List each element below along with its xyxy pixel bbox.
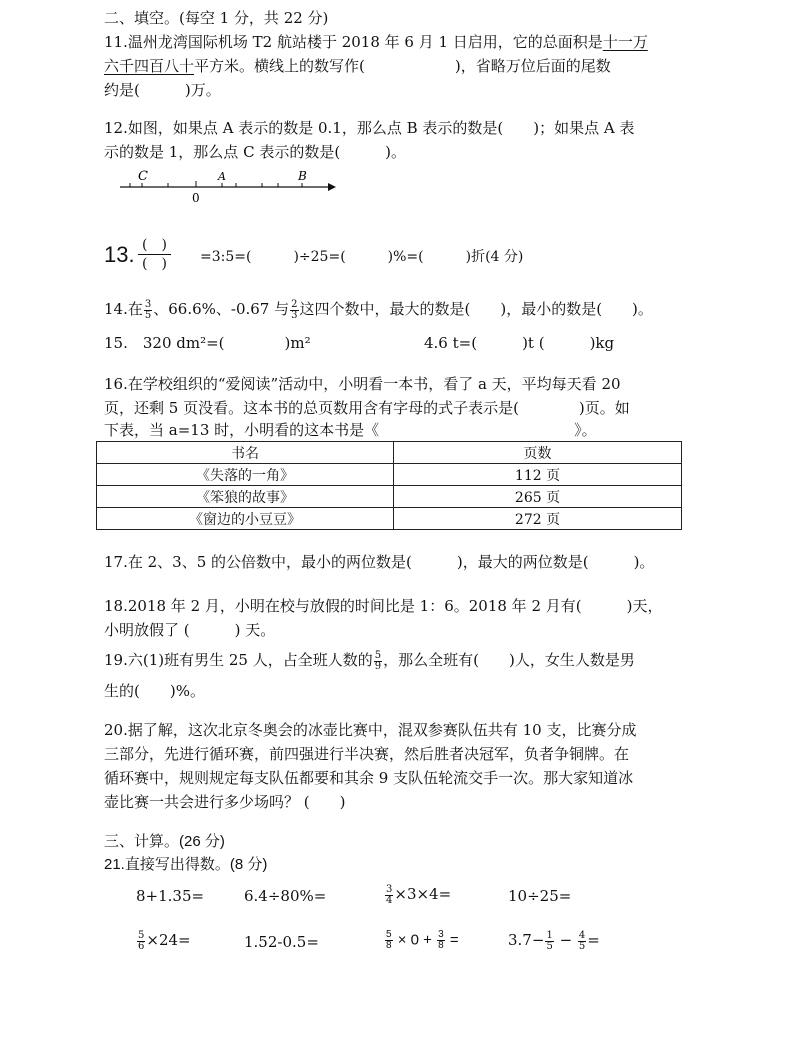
calc-2a: [136, 930, 191, 952]
books-table: [96, 441, 682, 530]
calc-1c-rest: ×3×4=: [394, 885, 452, 903]
q19-line2: 生的( )%。: [104, 682, 205, 700]
q14-f2-num: 2: [291, 298, 298, 310]
zero-label: 0: [192, 191, 200, 205]
q14-fraction-2: [290, 300, 298, 321]
q13-number: 13.: [104, 242, 135, 267]
q13-denominator: ( ): [142, 256, 167, 272]
q18-line2: 小明放假了 ( ) 天。: [104, 621, 276, 639]
q11-text2: 平方米。横线上的数写作( )，省略万位后面的尾数: [194, 57, 611, 75]
calc-1b: 6.4÷80%=: [244, 887, 327, 905]
point-c-label: C: [138, 169, 148, 184]
q14-f1-num: 3: [144, 298, 152, 310]
point-a-label: A: [218, 170, 226, 183]
q19-pre: 19.六(1)班有男生 25 人，占全班人数的: [104, 651, 373, 669]
table-cell: 265 页: [394, 486, 682, 508]
calc-2d-num2: 4: [578, 929, 586, 941]
calc-1a: 8+1.35=: [136, 887, 205, 905]
table-cell: 《笨狼的故事》: [97, 486, 394, 508]
q17-line: 17.在 2、3、5 的公倍数中，最小的两位数是( )，最大的两位数是( )。: [104, 553, 655, 571]
q19-post: ，那么全班有( )人，女生人数是男: [383, 651, 635, 669]
q20-line1: 20.据了解，这次北京冬奥会的冰壶比赛中，混双参赛队伍共有 10 支，比赛分成: [104, 721, 637, 739]
calc-1c-num: 3: [386, 883, 393, 895]
q21-title: 21.直接写出得数。(8 分): [104, 856, 268, 873]
table-cell: 112 页: [394, 464, 682, 486]
table-row: [97, 464, 682, 486]
table-cell: 《窗边的小豆豆》: [97, 508, 394, 530]
q20-line2: 三部分，先进行循环赛，前四强进行半决赛，然后胜者决冠军，负者争铜牌。在: [104, 745, 630, 763]
q15-part1: 15. 320 dm²=( )m²: [104, 334, 311, 352]
q14-post: 这四个数中，最大的数是( )，最小的数是( )。: [299, 300, 653, 318]
q14-fraction-1: [144, 300, 152, 321]
calc-2a-den: 6: [138, 940, 145, 952]
q18-line1: 18.2018 年 2 月，小明在校与放假的时间比是 1：6。2018 年 2 月有( )天，: [104, 597, 663, 615]
table-row: [97, 486, 682, 508]
q11-line3: 约是( )万。: [104, 81, 221, 99]
section3-heading: 三、计算。(26 分): [104, 833, 225, 850]
q13-numerator: ( ): [138, 236, 171, 255]
calc-2a-rest: ×24=: [146, 931, 191, 949]
calc-1c-den: 4: [386, 894, 393, 906]
calc-2c-fraction-2: [437, 930, 445, 951]
q11-line2: [104, 56, 611, 76]
q20-line3: 循环赛中，规则规定每支队伍都要和其余 9 支队伍轮流交手一次。那大家知道冰: [104, 769, 634, 787]
q16-line2: 页，还剩 5 页没看。这本书的总页数用含有字母的式子表示是( )页。如: [104, 399, 630, 417]
q11-underline1: 十一万: [602, 33, 648, 51]
calc-2c: [384, 930, 459, 951]
q16-line1: 16.在学校组织的“爱阅读”活动中，小明看一本书，看了 a 天，平均每天看 20: [104, 375, 621, 393]
q15-part2: 4.6 t=( )t ( )kg: [424, 334, 615, 352]
calc-2c-fraction-1: [385, 930, 393, 951]
q11-underline2: 六千四百八十: [104, 57, 195, 75]
calc-1c-fraction: [385, 885, 393, 906]
q19-fraction: [374, 651, 382, 672]
calc-2d-fraction-2: [578, 931, 586, 952]
calc-2d-den2: 5: [578, 940, 586, 952]
calc-2c-den1: 8: [386, 940, 392, 951]
q14-f1-den: 5: [144, 309, 152, 321]
calc-2c-num2: 3: [438, 929, 444, 940]
q12-line1: 12.如图，如果点 A 表示的数是 0.1，那么点 B 表示的数是( )；如果点 A 表: [104, 119, 635, 137]
calc-2d: [508, 930, 600, 952]
calc-2c-den2: 8: [438, 940, 444, 951]
calc-2c-num1: 5: [386, 929, 392, 940]
q14-f2-den: 3: [291, 309, 298, 321]
table-cell: 《失落的一角》: [97, 464, 394, 486]
table-header-row: [97, 442, 682, 464]
calc-2a-num: 5: [138, 929, 145, 941]
calc-2c-rest: =: [445, 931, 459, 949]
point-b-label: B: [298, 169, 307, 183]
q14-line: [104, 299, 653, 321]
calc-2d-fraction-1: [545, 931, 553, 952]
q16-line3: 下表，当 a=13 时，小明看的这本书是《 》。: [104, 421, 597, 439]
section2-heading: 二、填空。(每空 1 分，共 22 分): [104, 9, 329, 27]
q11-line1: [104, 32, 648, 52]
table-header-cell: 书名: [97, 442, 394, 464]
q13-fraction: [138, 236, 171, 273]
table-header-cell: 页数: [394, 442, 682, 464]
q14-mid: 、66.6%、-0.67 与: [153, 300, 290, 318]
calc-2c-mid: × 0 +: [393, 931, 437, 949]
calc-2b: 1.52-0.5=: [244, 933, 319, 951]
q19-line1: [104, 650, 635, 672]
calc-2d-pre: 3.7−: [508, 931, 545, 949]
q20-line4: 壶比赛一共会进行多少场吗？ ( ): [104, 793, 346, 811]
q11-text: 11.温州龙湾国际机场 T2 航站楼于 2018 年 6 月 1 日启用，它的总面积是: [104, 33, 603, 51]
calc-2d-num1: 1: [546, 929, 553, 941]
table-row: [97, 508, 682, 530]
q14-pre: 14.在: [104, 300, 143, 318]
calc-2d-rest: =: [587, 931, 600, 949]
q13-rest: =3:5=( )÷25=( )%=( )折(4 分): [200, 249, 524, 265]
q12-line2: 示的数是 1，那么点 C 表示的数是( )。: [104, 143, 407, 161]
q19-f-num: 5: [374, 649, 382, 661]
calc-1d: 10÷25=: [508, 887, 572, 905]
calc-1c: [384, 884, 451, 906]
calc-2a-fraction: [137, 931, 145, 952]
calc-2d-den1: 5: [546, 940, 553, 952]
calc-2d-mid: −: [554, 931, 577, 949]
number-line: [112, 168, 342, 208]
q19-f-den: 9: [374, 660, 382, 672]
table-cell: 272 页: [394, 508, 682, 530]
